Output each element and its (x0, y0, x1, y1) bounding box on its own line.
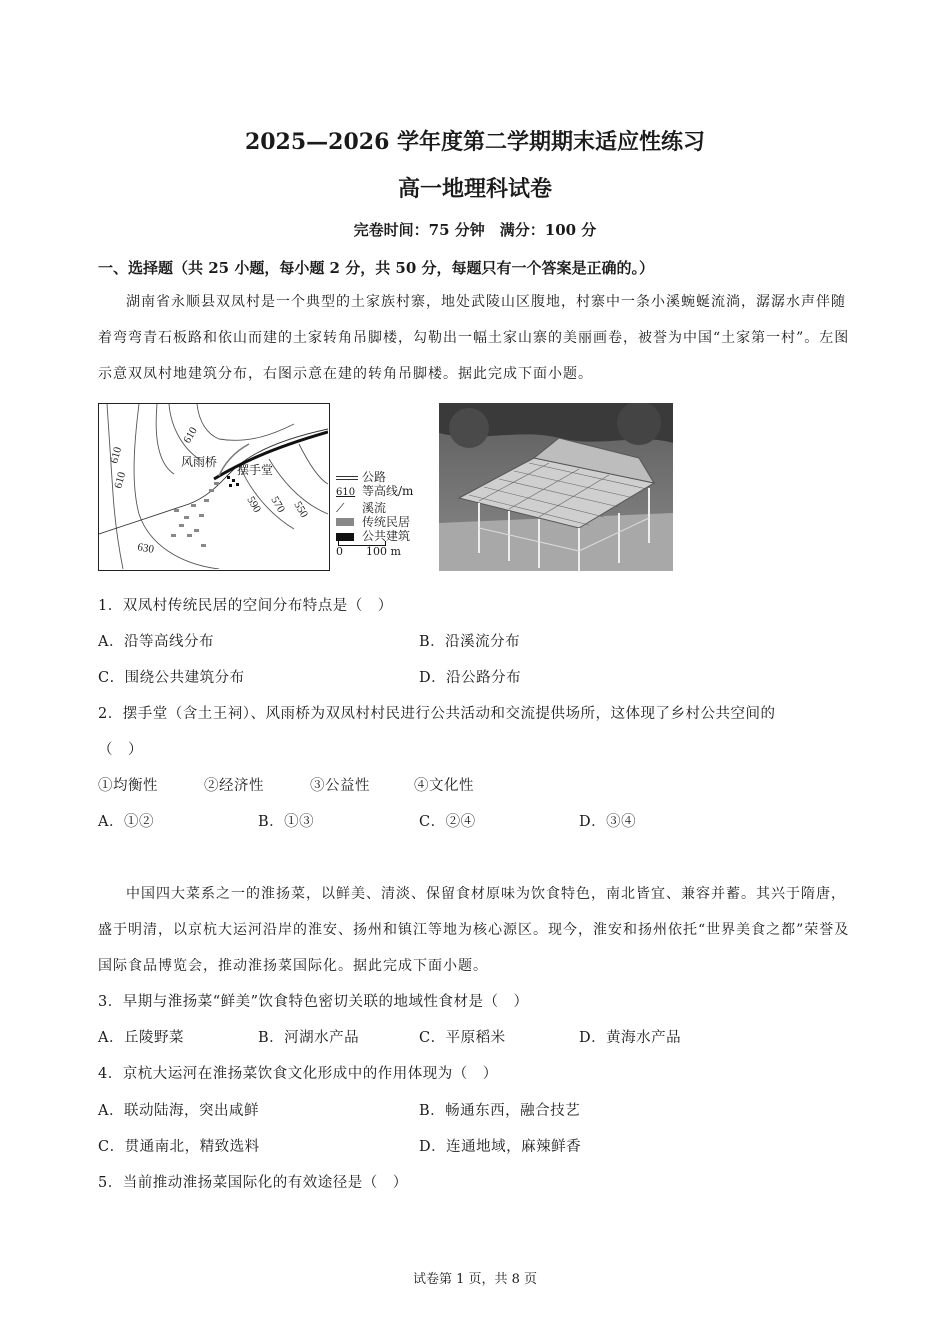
question-1-stem: 1．双凤村传统民居的空间分布特点是（ ） (98, 598, 393, 614)
village-map (98, 403, 330, 571)
contour-label: 610 (112, 470, 129, 490)
legend-road: 公路 (336, 470, 413, 484)
hall-label: 摆手堂 (237, 463, 274, 477)
legend-stream: ⟋ 溪流 (336, 500, 387, 515)
q1-option-b[interactable]: B．沿溪流分布 (419, 634, 521, 650)
bridge-label: 风雨桥 (181, 455, 218, 469)
legend-contour: 610 等高线/m (336, 484, 414, 499)
q3-option-b[interactable]: B．河湖水产品 (258, 1030, 360, 1046)
q2-option-b[interactable]: B．①③ (258, 814, 315, 830)
q4-option-d[interactable]: D．连通地域，麻辣鲜香 (419, 1139, 582, 1155)
map-legend (336, 470, 413, 557)
q2-choice-4: ④文化性 (414, 778, 474, 794)
question-3-stem: 3．早期与淮扬菜“鲜美”饮食特色密切关联的地域性食材是（ ） (98, 994, 529, 1010)
legend-houses: 传统民居 (336, 515, 413, 529)
exam-meta: 完卷时间：75 分钟 满分：100 分 (353, 221, 597, 239)
q1-option-d[interactable]: D．沿公路分布 (419, 670, 522, 686)
question-2-stem-cont: （ ） (98, 742, 143, 758)
q3-option-d[interactable]: D．黄海水产品 (579, 1030, 682, 1046)
q3-option-a[interactable]: A．丘陵野菜 (98, 1030, 184, 1046)
contour-label: 630 (136, 541, 155, 556)
contour-label: 550 (291, 499, 311, 520)
stilted-building-photo (439, 403, 673, 571)
q2-choice-3: ③公益性 (310, 778, 370, 794)
page-footer: 试卷第 1 页，共 8 页 (412, 1272, 538, 1287)
exam-subtitle: 高一地理科试卷 (397, 176, 552, 202)
section-heading: 一、选择题（共 25 小题，每小题 2 分，共 50 分，每题只有一个答案是正确的。） (98, 259, 655, 277)
village-map-graphic (99, 404, 328, 569)
contour-label: 610 (108, 445, 125, 465)
q2-choice-2: ②经济性 (204, 778, 264, 794)
q4-option-c[interactable]: C．贯通南北，精致选料 (98, 1139, 260, 1155)
question-4-stem: 4．京杭大运河在淮扬菜饮食文化形成中的作用体现为（ ） (98, 1066, 498, 1082)
q3-option-c[interactable]: C．平原稻米 (419, 1030, 506, 1046)
exam-title: 2025—2026 学年度第二学期期末适应性练习 (244, 129, 706, 155)
q1-option-a[interactable]: A．沿等高线分布 (98, 634, 214, 650)
passage-1: 湖南省永顺县双凤村是一个典型的土家族村寨，地处武陵山区腹地，村寨中一条小溪蜿蜒流淌，潺潺水声伴随着弯弯青石板路和依山而建的土家转角吊脚楼，勾勒出一幅土家山寨的美丽画卷，被誉为中国“土家第一村”。左图示意双凤村地建筑分布，右图示意在建的转角吊脚楼。据此完成下面小题。 (98, 294, 850, 382)
q2-choice-1: ①均衡性 (98, 778, 158, 794)
q2-option-a[interactable]: A．①② (98, 814, 154, 830)
q1-option-c[interactable]: C．围绕公共建筑分布 (98, 670, 245, 686)
contour-label: 570 (268, 494, 288, 515)
q2-option-d[interactable]: D．③④ (579, 814, 637, 830)
question-2-stem: 2．摆手堂（含土王祠）、风雨桥为双凤村村民进行公共活动和交流提供场所，这体现了乡村公共空间的 (98, 706, 776, 722)
contour-label: 610 (181, 425, 200, 446)
stilted-building-graphic (439, 403, 673, 571)
q2-option-c[interactable]: C．②④ (419, 814, 476, 830)
q4-option-b[interactable]: B．畅通东西，融合技艺 (419, 1103, 581, 1119)
question-5-stem: 5．当前推动淮扬菜国际化的有效途径是（ ） (98, 1175, 408, 1191)
contour-label: 590 (244, 494, 264, 515)
legend-public: 公共建筑 (336, 529, 413, 543)
scale-bar: 0 100 m (336, 543, 413, 557)
q4-option-a[interactable]: A．联动陆海，突出咸鲜 (98, 1103, 259, 1119)
passage-2: 中国四大菜系之一的淮扬菜，以鲜美、清淡、保留食材原味为饮食特色，南北皆宜、兼容并蓄。其兴于隋唐，盛于明清，以京杭大运河沿岸的淮安、扬州和镇江等地为核心源区。现今，淮安和扬州依托“世界美食之都”荣誉及国际食品博览会，推动淮扬菜国际化。据此完成下面小题。 (98, 886, 850, 974)
